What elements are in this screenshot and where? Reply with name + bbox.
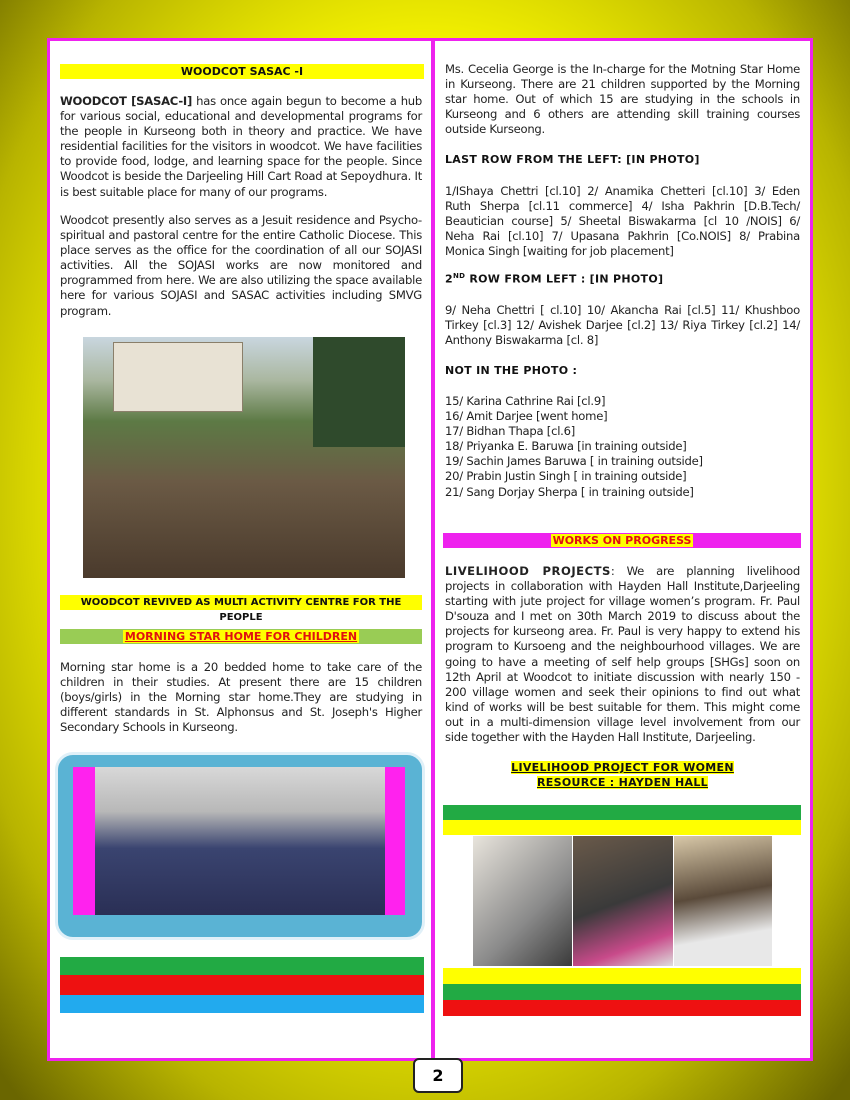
column-divider <box>431 38 435 1061</box>
last-row-list: 1/IShaya Chettri [cl.10] 2/ Anamika Chetteri [cl.10] 3/ Eden Ruth Sherpa [cl.11 commerce] 4/ Isha Pakhrin [D.B.Tech/ Beautician course] 5/ Sheetal Biswakarma [cl 10 /NOIS] 6/ Neha Rai [cl.10] 7/ Upasana Pakhrin [Co.NOIS] 8/ Prabina Monica Singh [waiting for job placement] <box>445 184 800 259</box>
works-progress-title: WORKS ON PROGRESS <box>552 534 692 547</box>
yellow-stripe <box>443 968 801 984</box>
heading-num: 2 <box>445 272 453 286</box>
works-progress-header <box>443 533 801 548</box>
morning-star-header <box>60 629 422 644</box>
children-group-photo <box>95 767 385 915</box>
woodcot-intro-text: has once again begun to become a hub for various social, educational and developmental programs for the people in Kurseong both in theory and practice. We have residential facilities for the visitors in woodcot. We have facilities to provide food, lodge, and learning space for the people. Since Woodcot is beside the Darjeeling Hill Cart Road at Sepoydhura. It is best suitable place for many of our programs. <box>60 94 423 199</box>
yellow-stripe <box>443 820 801 835</box>
blue-stripe <box>60 995 424 1013</box>
project-caption <box>445 760 800 790</box>
second-row-heading <box>445 272 663 286</box>
livelihood-text: : We are planning livelihood projects in collaboration with Hayden Hall Institute,Darjeeling starting with jute project for village women’s program. Fr. Paul D'souza and I met on 30th March 2019 to discuss about the projects for kurseong area. Fr. Paul is very happy to extend his program to Kursoeng and the neighbourhood villages. We are going to have a meeting of self help groups [SHGs] soon on 12th April at Woodcot to initiate discussion with nearly 150 - 200 village women and seek their opinions to find out what kind of works will be best suitable for them. This might come out in a multi-dimension village level involvement from our side together with the Hayden Hall Institute, Darjeeling. <box>445 564 800 745</box>
morning-star-incharge-para: Ms. Cecelia George is the In-charge for the Motning Star Home in Kurseong. There are 21 children supported by the Morning star home. Out of which 15 are studying in the schools in Kurseong and 6 others are attending skill training courses outside Kurseong. <box>445 62 800 137</box>
woodcot-title: WOODCOT SASAC -I <box>60 64 424 79</box>
list-item: 19/ Sachin James Baruwa [ in training outside] <box>445 454 703 469</box>
list-item: 20/ Prabin Justin Singh [ in training outside] <box>445 469 687 484</box>
second-row-list: 9/ Neha Chettri [ cl.10] 10/ Akancha Rai [cl.5] 11/ Khushboo Tirkey [cl.3] 12/ Avishek Darjee [cl.2] 13/ Riya Tirkey [cl.2] 14/ Anthony Biswakarma [cl. 8] <box>445 303 800 348</box>
woodcot-photo-caption: WOODCOT REVIVED AS MULTI ACTIVITY CENTRE FOR THE PEOPLE <box>60 595 422 610</box>
not-in-photo-list <box>445 394 800 500</box>
green-stripe <box>443 805 801 820</box>
list-item: 18/ Priyanka E. Baruwa [in training outside] <box>445 439 687 454</box>
last-row-heading: LAST ROW FROM THE LEFT: [IN PHOTO] <box>445 153 700 166</box>
woodcot-para2: Woodcot presently also serves as a Jesuit residence and Psycho-spiritual and pastoral centre for the entire Catholic Diocese. This place serves as the office for the coordination of all our SOJASI activities. All the SOJASI works are now monitored and programmed from here. We are also utilizing the space available here for various SOJASI and SASAC activities including SMVG program. <box>60 213 422 318</box>
heading-sup: ND <box>452 272 466 280</box>
green-stripe <box>443 984 801 1000</box>
women-working-photo <box>674 836 772 966</box>
green-stripe <box>60 957 424 975</box>
list-item: 17/ Bidhan Thapa [cl.6] <box>445 424 576 439</box>
list-item: 21/ Sang Dorjay Sherpa [ in training outside] <box>445 484 694 499</box>
building-shape <box>113 342 243 412</box>
livelihood-bold: LIVELIHOOD PROJECTS <box>445 564 611 578</box>
project-caption-line2: RESOURCE : HAYDEN HALL <box>537 776 708 789</box>
page-number: 2 <box>413 1058 463 1093</box>
morning-star-title: MORNING STAR HOME FOR CHILDREN <box>124 630 358 643</box>
list-item: 16/ Amit Darjee [went home] <box>445 409 608 424</box>
sewing-training-photo <box>573 836 673 966</box>
heading-rest: ROW FROM LEFT : [IN PHOTO] <box>465 272 664 286</box>
trees-shape <box>313 337 405 447</box>
project-caption-line1: LIVELIHOOD PROJECT FOR WOMEN <box>511 761 734 774</box>
jute-bag-photo <box>473 836 572 966</box>
livelihood-para <box>445 564 800 745</box>
woodcot-garden-photo <box>83 337 405 578</box>
woodcot-intro <box>60 94 422 200</box>
woodcot-intro-bold: WOODCOT [SASAC-I] <box>60 94 193 108</box>
not-in-photo-heading: NOT IN THE PHOTO : <box>445 364 578 377</box>
red-stripe <box>60 975 424 995</box>
red-stripe <box>443 1000 801 1016</box>
morning-star-para: Morning star home is a 20 bedded home to take care of the children in their studies. At present there are 15 children (boys/girls) in the Morning star home.They are studying in different standards in St. Alphonsus and St. Joseph's Higher Secondary Schools in Kurseong. <box>60 660 422 735</box>
list-item: 15/ Karina Cathrine Rai [cl.9] <box>445 394 606 408</box>
